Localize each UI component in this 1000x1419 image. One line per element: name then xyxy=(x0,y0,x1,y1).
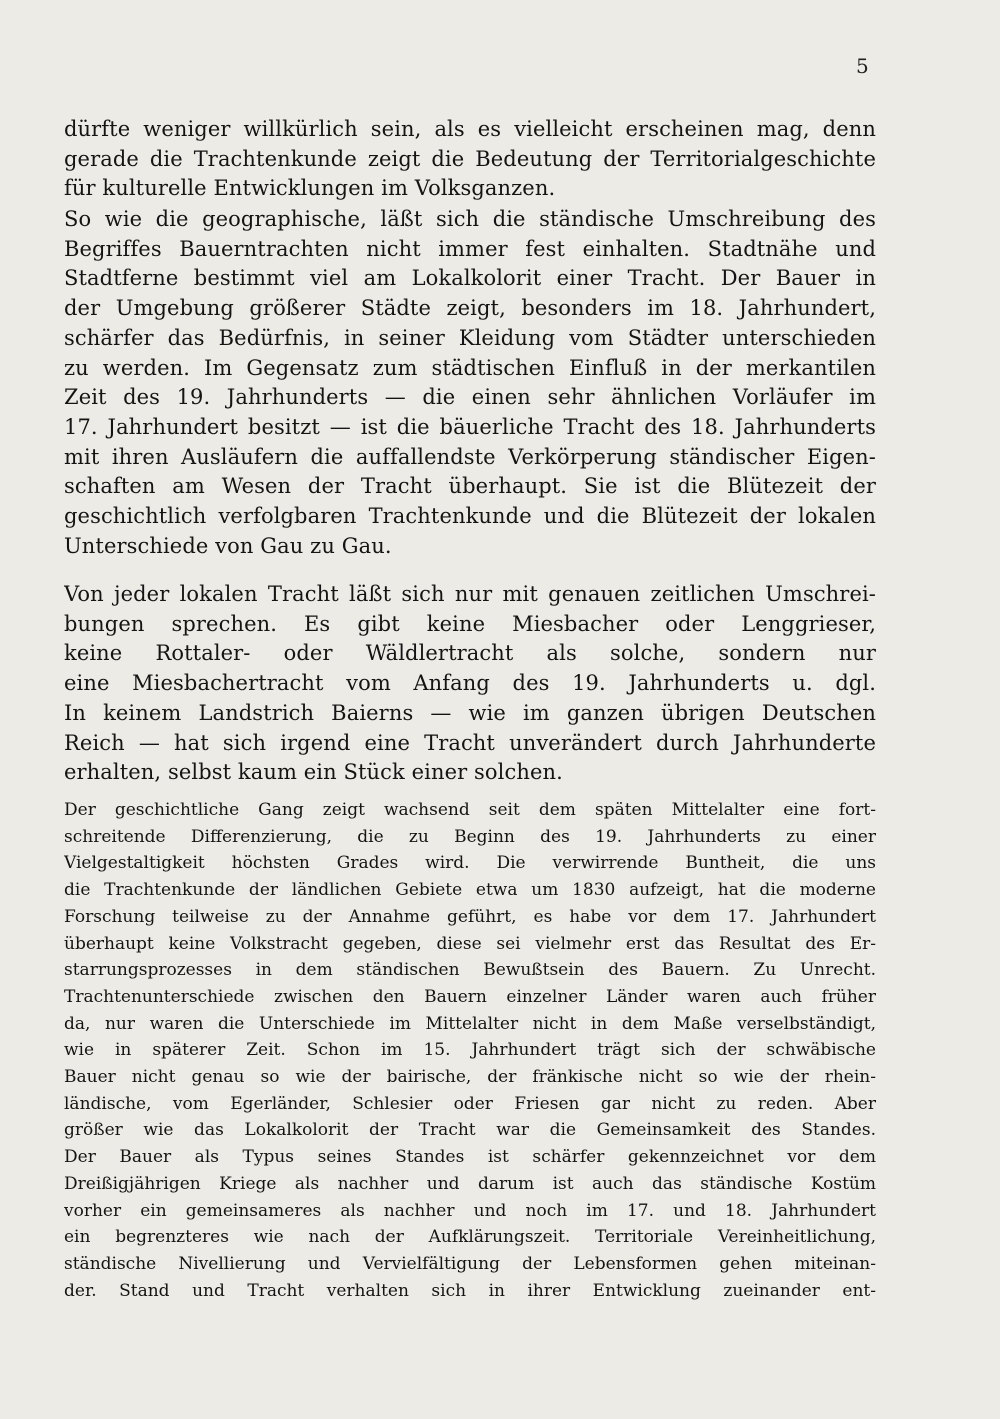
paragraph-local-costume xyxy=(64,580,876,788)
text-line: So wie die geographische, läßt sich die ständische Umschreibung des xyxy=(64,207,876,231)
text-line: gerade die Trachtenkunde zeigt die Bedeutung der Territorialgeschichte xyxy=(64,146,876,171)
paragraph-class-definition xyxy=(64,205,876,561)
text-line: Stadtferne bestimmt viel am Lokalkolorit einer Tracht. Der Bauer in xyxy=(64,266,876,291)
text-line: schärfer das Bedürfnis, in seiner Kleidung vom Städter unterschieden xyxy=(64,325,876,350)
text-line: Bauer nicht genau so wie der bairische, der fränkische nicht so wie der rhein- xyxy=(64,1067,876,1088)
text-line: Trachtenunterschiede zwischen den Bauern einzelner Länder waren auch früher xyxy=(64,986,876,1007)
text-line: mit ihren Ausläufern die auffallendste Verkörperung ständischer Eigen- xyxy=(64,444,876,469)
text-line: Vielgestaltigkeit höchsten Grades wird. Die verwirrende Buntheit, die uns xyxy=(64,853,876,874)
paragraph-territorial-history xyxy=(64,115,876,204)
text-line: schaften am Wesen der Tracht überhaupt. Sie ist die Blütezeit der xyxy=(64,474,876,499)
text-line: In keinem Landstrich Baierns — wie im ganzen übrigen Deutschen xyxy=(64,700,876,725)
paragraph-historical-course xyxy=(64,797,876,1304)
text-line: keine Rottaler- oder Wäldlertracht als solche, sondern nur xyxy=(64,641,876,666)
text-line: wie in späterer Zeit. Schon im 15. Jahrhundert trägt sich der schwäbische xyxy=(64,1040,876,1061)
page-number: 5 xyxy=(856,54,869,78)
text-line: bungen sprechen. Es gibt keine Miesbacher oder Lenggrieser, xyxy=(64,611,876,636)
text-line: erhalten, selbst kaum ein Stück einer solchen. xyxy=(64,760,563,785)
text-line: Reich — hat sich irgend eine Tracht unverändert durch Jahrhunderte xyxy=(64,730,876,755)
text-line: starrungsprozesses in dem ständischen Bewußtsein des Bauern. Zu Unrecht. xyxy=(64,960,876,981)
text-line: vorher ein gemeinsameres als nachher und noch im 17. und 18. Jahrhundert xyxy=(64,1200,876,1221)
text-line: dürfte weniger willkürlich sein, als es vielleicht erscheinen mag, denn xyxy=(64,117,876,141)
text-line: Forschung teilweise zu der Annahme geführt, es habe vor dem 17. Jahrhundert xyxy=(64,906,876,927)
text-line: Unterschiede von Gau zu Gau. xyxy=(64,533,392,558)
text-line: geschichtlich verfolgbaren Trachtenkunde und die Blütezeit der lokalen xyxy=(64,504,876,529)
text-line: überhaupt keine Volkstracht gegeben, diese sei vielmehr erst das Resultat des Er- xyxy=(64,933,876,954)
text-line: für kulturelle Entwicklungen im Volksganzen. xyxy=(64,176,556,201)
text-line: die Trachtenkunde der ländlichen Gebiete etwa um 1830 aufzeigt, hat die moderne xyxy=(64,880,876,901)
text-line: Dreißigjährigen Kriege als nachher und darum ist auch das ständische Kostüm xyxy=(64,1173,876,1194)
text-line: Der Bauer als Typus seines Standes ist schärfer gekennzeichnet vor dem xyxy=(64,1147,876,1168)
text-line: da, nur waren die Unterschiede im Mittelalter nicht in dem Maße verselbständigt, xyxy=(64,1013,876,1034)
text-line: der. Stand und Tracht verhalten sich in ihrer Entwicklung zueinander ent- xyxy=(64,1280,876,1301)
text-line: eine Miesbachertracht vom Anfang des 19. Jahrhunderts u. dgl. xyxy=(64,671,876,696)
text-line: ländische, vom Egerländer, Schlesier oder Friesen gar nicht zu reden. Aber xyxy=(64,1093,876,1114)
text-line: ständische Nivellierung und Vervielfältigung der Lebensformen gehen miteinan- xyxy=(64,1253,876,1274)
text-line: der Umgebung größerer Städte zeigt, besonders im 18. Jahrhundert, xyxy=(64,296,876,321)
text-line: Der geschichtliche Gang zeigt wachsend seit dem späten Mittelalter eine fort- xyxy=(64,800,876,820)
text-line: Von jeder lokalen Tracht läßt sich nur mit genauen zeitlichen Umschrei- xyxy=(64,582,876,606)
text-line: Begriffes Bauerntrachten nicht immer fest einhalten. Stadtnähe und xyxy=(64,236,876,261)
text-line: Zeit des 19. Jahrhunderts — die einen sehr ähnlichen Vorläufer im xyxy=(64,385,876,410)
text-line: schreitende Differenzierung, die zu Beginn des 19. Jahrhunderts zu einer xyxy=(64,826,876,847)
text-line: größer wie das Lokalkolorit der Tracht war die Gemeinsamkeit des Standes. xyxy=(64,1120,876,1141)
text-line: ein begrenzteres wie nach der Aufklärungszeit. Territoriale Vereinheitlichung, xyxy=(64,1227,876,1248)
text-line: zu werden. Im Gegensatz zum städtischen Einfluß in der merkantilen xyxy=(64,355,876,380)
text-line: 17. Jahrhundert besitzt — ist die bäuerliche Tracht des 18. Jahrhunderts xyxy=(64,414,876,439)
